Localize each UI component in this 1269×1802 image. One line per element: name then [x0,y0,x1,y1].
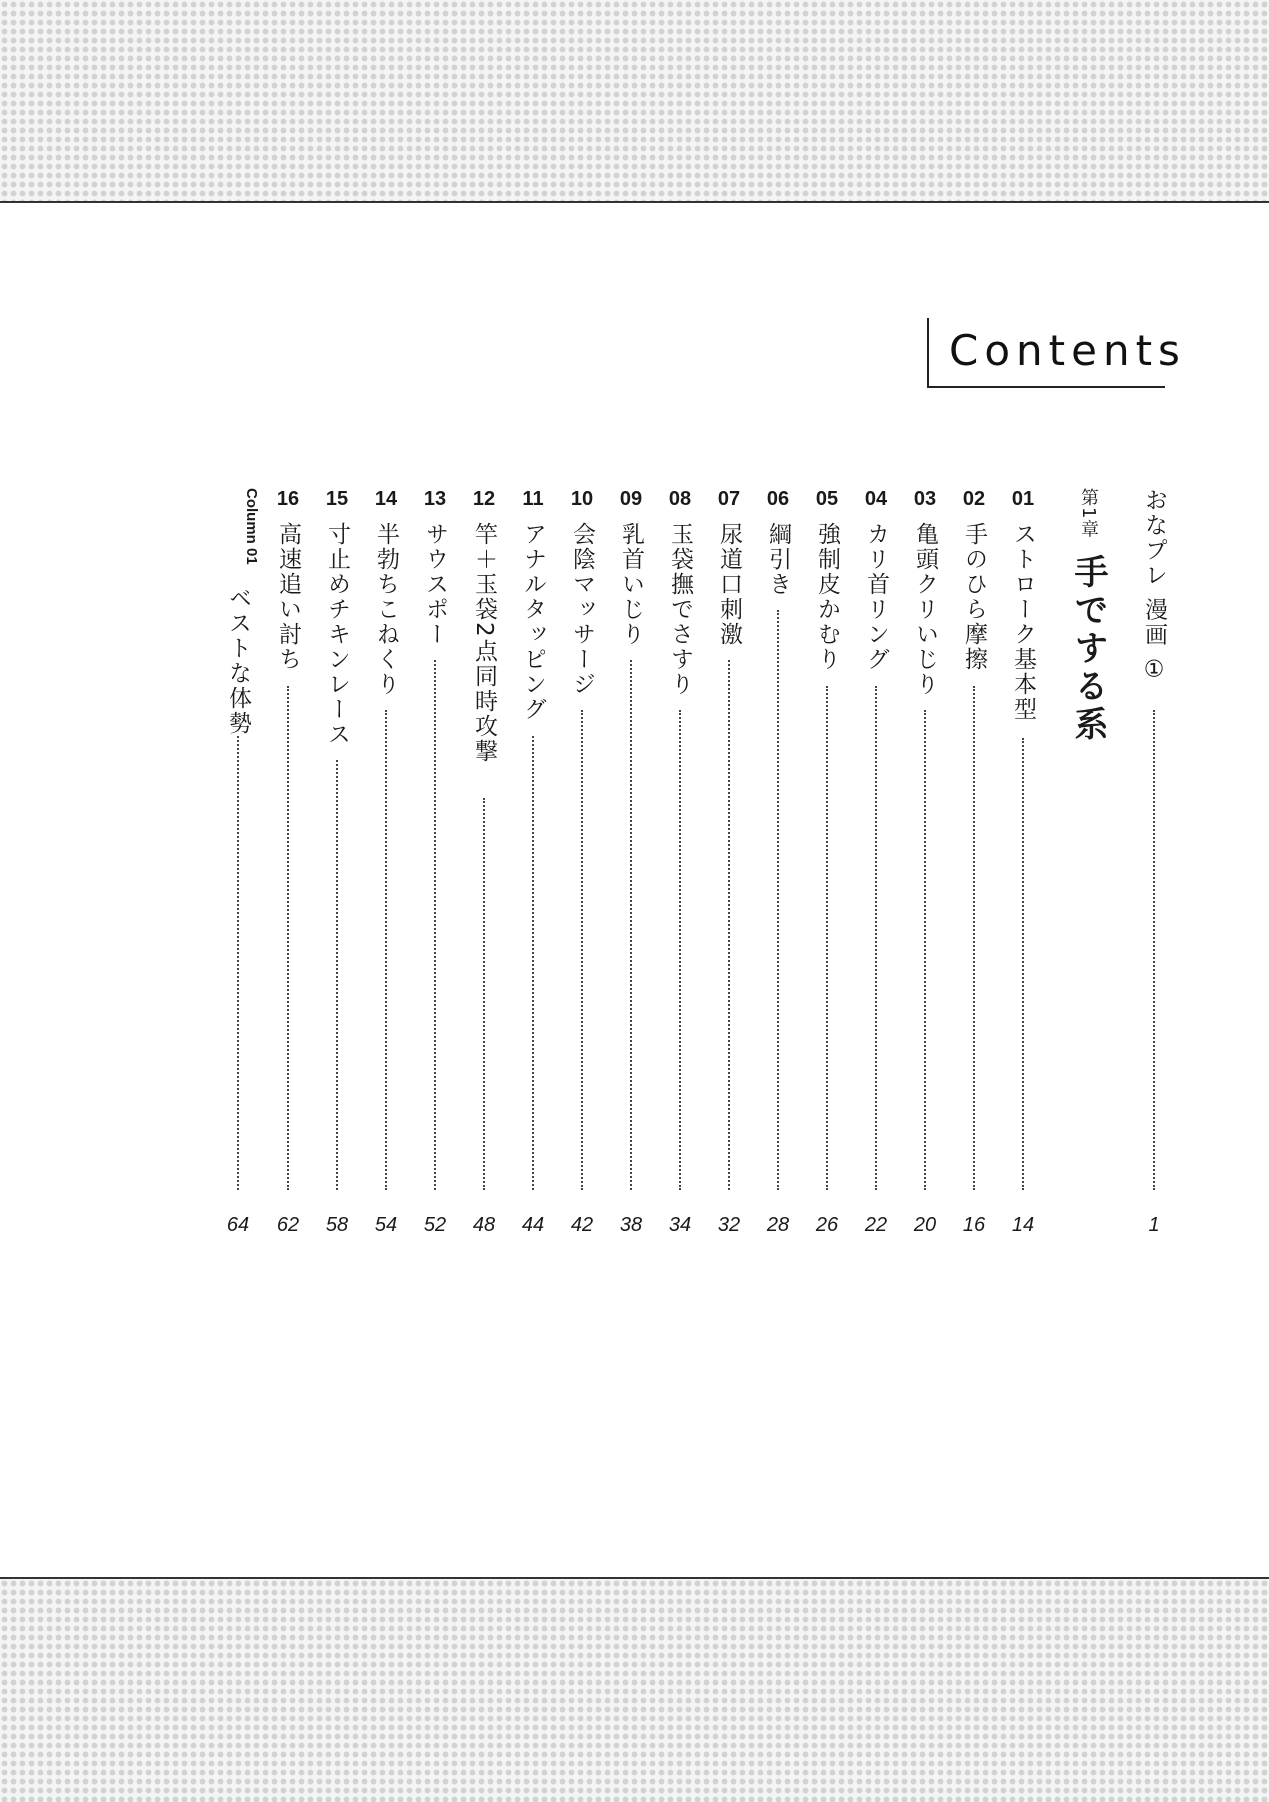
toc-item-title: 亀頭クリいじり [912,522,938,697]
toc-item-title: 強制皮かむり [814,522,840,672]
dotted-leader [826,686,828,1190]
toc-item-number: 16 [276,488,300,510]
toc-item-page: 38 [619,1214,643,1236]
toc-item-number: 08 [668,488,692,510]
dotted-leader [385,710,387,1190]
toc-item-number: 12 [472,488,496,510]
toc-item-number: 03 [913,488,937,510]
toc-item-title: 尿道口刺激 [716,522,742,647]
toc-item-page: 14 [1011,1214,1035,1236]
dotted-footer-band [0,1577,1269,1802]
toc-item-page: 52 [423,1214,447,1236]
contents-heading-frame [927,318,1186,388]
toc-item-page: 34 [668,1214,692,1236]
dotted-leader [679,710,681,1190]
toc-item-title: 半勃ちこねくり [373,522,399,697]
toc-item-page: 28 [766,1214,790,1236]
dotted-leader [434,660,436,1190]
toc-item-page: 54 [374,1214,398,1236]
dotted-leader [581,710,583,1190]
chapter-prefix: 第1章 [1078,488,1099,539]
dotted-leader [287,686,289,1190]
toc-item-title: カリ首リング [863,522,889,672]
toc-item-title: サウスポー [422,522,448,647]
toc-item-page: 16 [962,1214,986,1236]
toc-item-title: ベストな体勢 [225,586,251,736]
dotted-leader [336,760,338,1190]
toc-item-page: 58 [325,1214,349,1236]
toc-item-number: 14 [374,488,398,510]
toc-item-page: 42 [570,1214,594,1236]
toc-item-title: 玉袋撫でさすり [667,522,693,697]
dotted-leader [630,660,632,1190]
toc-item-number: 07 [717,488,741,510]
toc-item-number: 10 [570,488,594,510]
toc-item-title: ストローク基本型 [1010,522,1036,722]
toc-item-title: 綱引き [765,522,791,597]
dotted-leader [728,660,730,1190]
toc-item-page: 1 [1148,1214,1160,1236]
toc-item-number: 01 [1011,488,1035,510]
toc-item-title: アナルタッピング [520,522,546,722]
toc-item-number: 09 [619,488,643,510]
toc-item-page: 44 [521,1214,545,1236]
dotted-leader [237,736,239,1190]
toc-item-number: 15 [325,488,349,510]
contents-heading: Contents [949,326,1186,375]
dotted-leader [875,686,877,1190]
dotted-leader [973,686,975,1190]
toc-item-page: 64 [226,1214,250,1236]
toc-item-number: 13 [423,488,447,510]
toc-item-number: 11 [522,488,544,510]
toc-item-number: Column 01 [243,488,260,565]
toc-item-page: 22 [864,1214,888,1236]
dotted-leader [1022,738,1024,1190]
toc-item-page: 32 [717,1214,741,1236]
toc-item-page: 20 [913,1214,937,1236]
dotted-leader [1153,710,1155,1190]
toc-item-title: おなプレ 漫画 ① [1141,488,1167,685]
dotted-header-band [0,0,1269,203]
toc-item-title: 乳首いじり [618,522,644,647]
toc-item-number: 05 [815,488,839,510]
dotted-leader [532,736,534,1190]
toc-item-title: 寸止めチキンレース [324,522,350,747]
dotted-leader [777,610,779,1190]
toc-item-page: 62 [276,1214,300,1236]
toc-item-title: 手のひら摩擦 [961,522,987,672]
toc-item-number: 02 [962,488,986,510]
chapter-title: 手でする系 [1068,553,1108,744]
toc-item-title: 会陰マッサージ [569,522,595,697]
toc-item-number: 06 [766,488,790,510]
toc-item-page: 26 [815,1214,839,1236]
toc-item-page: 48 [472,1214,496,1236]
dotted-leader [483,798,485,1190]
dotted-leader [924,710,926,1190]
toc-item-title: 高速追い討ち [275,522,301,672]
toc-item-number: 04 [864,488,888,510]
toc-item-title: 竿＋玉袋2点同時攻撃 [471,522,497,764]
